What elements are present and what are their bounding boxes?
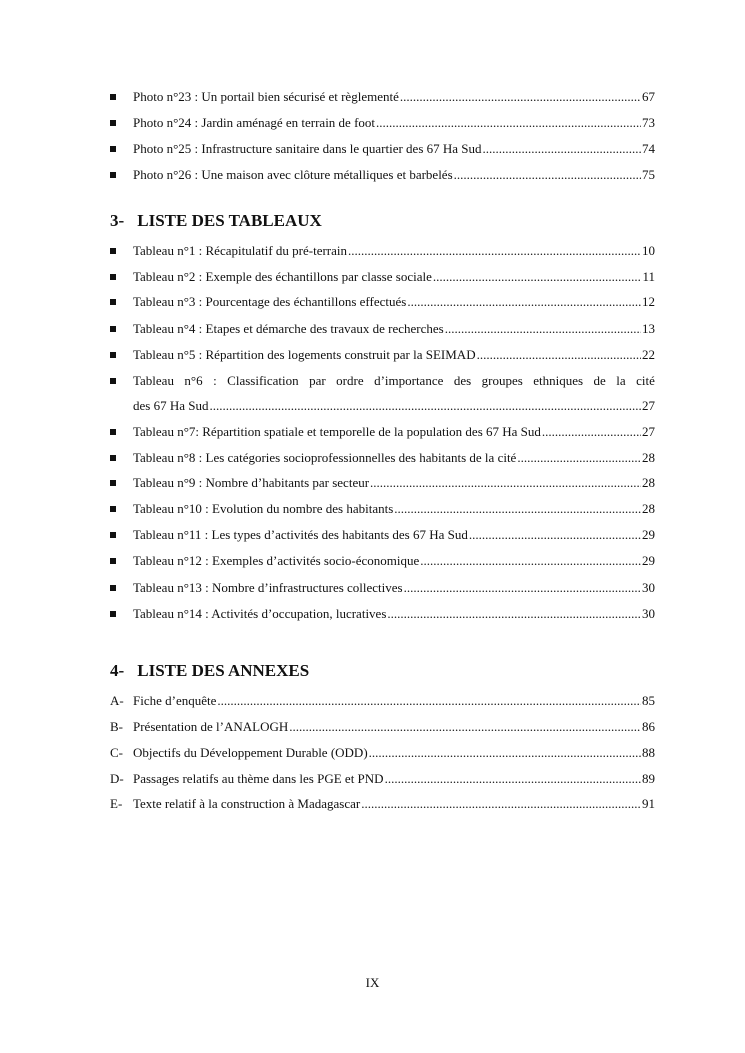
section-title: LISTE DES ANNEXES (137, 661, 310, 680)
entry-text: Tableau n°11 : Les types d’activités des habitants des 67 Ha Sud (133, 527, 468, 542)
dot-leader (407, 294, 641, 310)
list-item (110, 527, 655, 543)
entry-text: Tableau n°12 : Exemples d’activités socio-économique (133, 553, 420, 568)
entry-text: Tableau n°2 : Exemple des échantillons par classe sociale (133, 269, 432, 284)
entry-page: 86 (642, 719, 655, 734)
list-item (110, 167, 655, 183)
dot-leader (404, 580, 641, 596)
annex-letter: D- (110, 771, 124, 786)
entry-page: 30 (642, 580, 655, 595)
list-item (110, 243, 655, 259)
entry-text: Texte relatif à la construction à Madagascar (133, 796, 361, 811)
dot-leader (483, 141, 641, 157)
entry-text: Tableau n°10 : Evolution du nombre des habitants (133, 501, 394, 516)
entry-page: 22 (642, 347, 655, 362)
list-item (110, 321, 655, 337)
entry-text: Photo n°26 : Une maison avec clôture métalliques et barbelés (133, 167, 453, 182)
dot-leader (289, 719, 641, 735)
page-number: IX (365, 975, 380, 990)
bullet-icon (110, 532, 116, 538)
entry-text: Tableau n°9 : Nombre d’habitants par secteur (133, 475, 370, 490)
entry-page: 29 (642, 527, 655, 542)
dot-leader (433, 269, 642, 285)
dot-leader (217, 693, 641, 709)
entry-page: 12 (642, 294, 655, 309)
list-item (110, 115, 655, 131)
dot-leader (376, 115, 641, 131)
entry-page: 89 (642, 771, 655, 786)
annex-letter: A- (110, 693, 124, 708)
entry-text: Passages relatifs au thème dans les PGE et PND (133, 771, 384, 786)
dot-leader (209, 398, 641, 414)
list-item (110, 606, 655, 622)
list-item (110, 373, 655, 415)
dot-leader (454, 167, 641, 183)
dot-leader (394, 501, 641, 517)
entry-page: 91 (642, 796, 655, 811)
dot-leader (420, 553, 641, 569)
dot-leader (348, 243, 641, 259)
entry-page: 27 (642, 424, 655, 439)
dot-leader (445, 321, 641, 337)
entry-text: Tableau n°1 : Récapitulatif du pré-terrain (133, 243, 348, 258)
entry-page: 85 (642, 693, 655, 708)
entry-text: Tableau n°4 : Etapes et démarche des travaux de recherches (133, 321, 444, 336)
bullet-icon (110, 352, 116, 358)
bullet-icon (110, 172, 116, 178)
list-item (110, 501, 655, 517)
bullet-icon (110, 429, 116, 435)
section-title: LISTE DES TABLEAUX (137, 211, 322, 230)
bullet-icon (110, 326, 116, 332)
entry-text: Fiche d’enquête (133, 693, 217, 708)
entry-page: 74 (642, 141, 655, 156)
entry-page: 75 (642, 167, 655, 182)
entry-text: Photo n°23 : Un portail bien sécurisé et règlementé (133, 89, 399, 104)
list-item (110, 269, 655, 285)
entry-text: Tableau n°8 : Les catégories socioprofessionnelles des habitants de la cité (133, 450, 517, 465)
annex-letter: C- (110, 745, 123, 760)
entry-page: 88 (642, 745, 655, 760)
entry-text: Tableau n°3 : Pourcentage des échantillons effectués (133, 294, 407, 309)
dot-leader (469, 527, 641, 543)
bullet-icon (110, 120, 116, 126)
entry-text: Photo n°24 : Jardin aménagé en terrain de foot (133, 115, 376, 130)
dot-leader (477, 347, 641, 363)
entry-page: 10 (642, 243, 655, 258)
bullet-icon (110, 248, 116, 254)
list-item (110, 693, 655, 709)
section-number: 4- (110, 661, 125, 680)
entry-page: 11 (642, 269, 655, 284)
entry-text-line2 (133, 398, 655, 414)
list-item (110, 347, 655, 363)
entry-text: Objectifs du Développement Durable (ODD) (133, 745, 368, 760)
dot-leader (387, 606, 641, 622)
entry-page: 28 (642, 450, 655, 465)
entry-text: des 67 Ha Sud (133, 398, 209, 413)
entry-page: 13 (642, 321, 655, 336)
entry-text-line1: Tableau n°6 : Classification par ordre d’importance des groupes ethniques de la cité (133, 373, 655, 388)
entry-page: 67 (642, 89, 655, 104)
section-heading-annexes (110, 661, 309, 681)
list-item (110, 580, 655, 596)
dot-leader (369, 745, 641, 761)
bullet-icon (110, 146, 116, 152)
entry-text: Tableau n°14 : Activités d’occupation, lucratives (133, 606, 387, 621)
bullet-icon (110, 585, 116, 591)
dot-leader (517, 450, 641, 466)
entry-text: Tableau n°7: Répartition spatiale et temporelle de la population des 67 Ha Sud (133, 424, 541, 439)
section-heading-tables (110, 211, 322, 231)
list-item (110, 771, 655, 787)
entry-page: 27 (642, 398, 655, 413)
entry-page: 28 (642, 501, 655, 516)
bullet-icon (110, 480, 116, 486)
entry-page: 28 (642, 475, 655, 490)
entry-text: Tableau n°5 : Répartition des logements construit par la SEIMAD (133, 347, 476, 362)
list-item (110, 89, 655, 105)
entry-page: 29 (642, 553, 655, 568)
entry-text: Présentation de l’ANALOGH (133, 719, 289, 734)
entry-text: Photo n°25 : Infrastructure sanitaire dans le quartier des 67 Ha Sud (133, 141, 482, 156)
bullet-icon (110, 378, 116, 384)
list-item (110, 294, 655, 310)
bullet-icon (110, 94, 116, 100)
annex-letter: B- (110, 719, 123, 734)
list-item (110, 424, 655, 440)
dot-leader (370, 475, 641, 491)
list-item (110, 719, 655, 735)
bullet-icon (110, 558, 116, 564)
dot-leader (542, 424, 641, 440)
list-item (110, 450, 655, 466)
bullet-icon (110, 455, 116, 461)
bullet-icon (110, 274, 116, 280)
list-item (110, 553, 655, 569)
bullet-icon (110, 611, 116, 617)
dot-leader (385, 771, 641, 787)
list-item (110, 796, 655, 812)
annex-letter: E- (110, 796, 123, 811)
entry-page: 30 (642, 606, 655, 621)
dot-leader (400, 89, 641, 105)
entry-text: Tableau n°13 : Nombre d’infrastructures collectives (133, 580, 403, 595)
entry-page: 73 (642, 115, 655, 130)
list-item (110, 745, 655, 761)
bullet-icon (110, 299, 116, 305)
list-item (110, 141, 655, 157)
dot-leader (361, 796, 641, 812)
bullet-icon (110, 506, 116, 512)
list-item (110, 475, 655, 491)
section-number: 3- (110, 211, 125, 230)
